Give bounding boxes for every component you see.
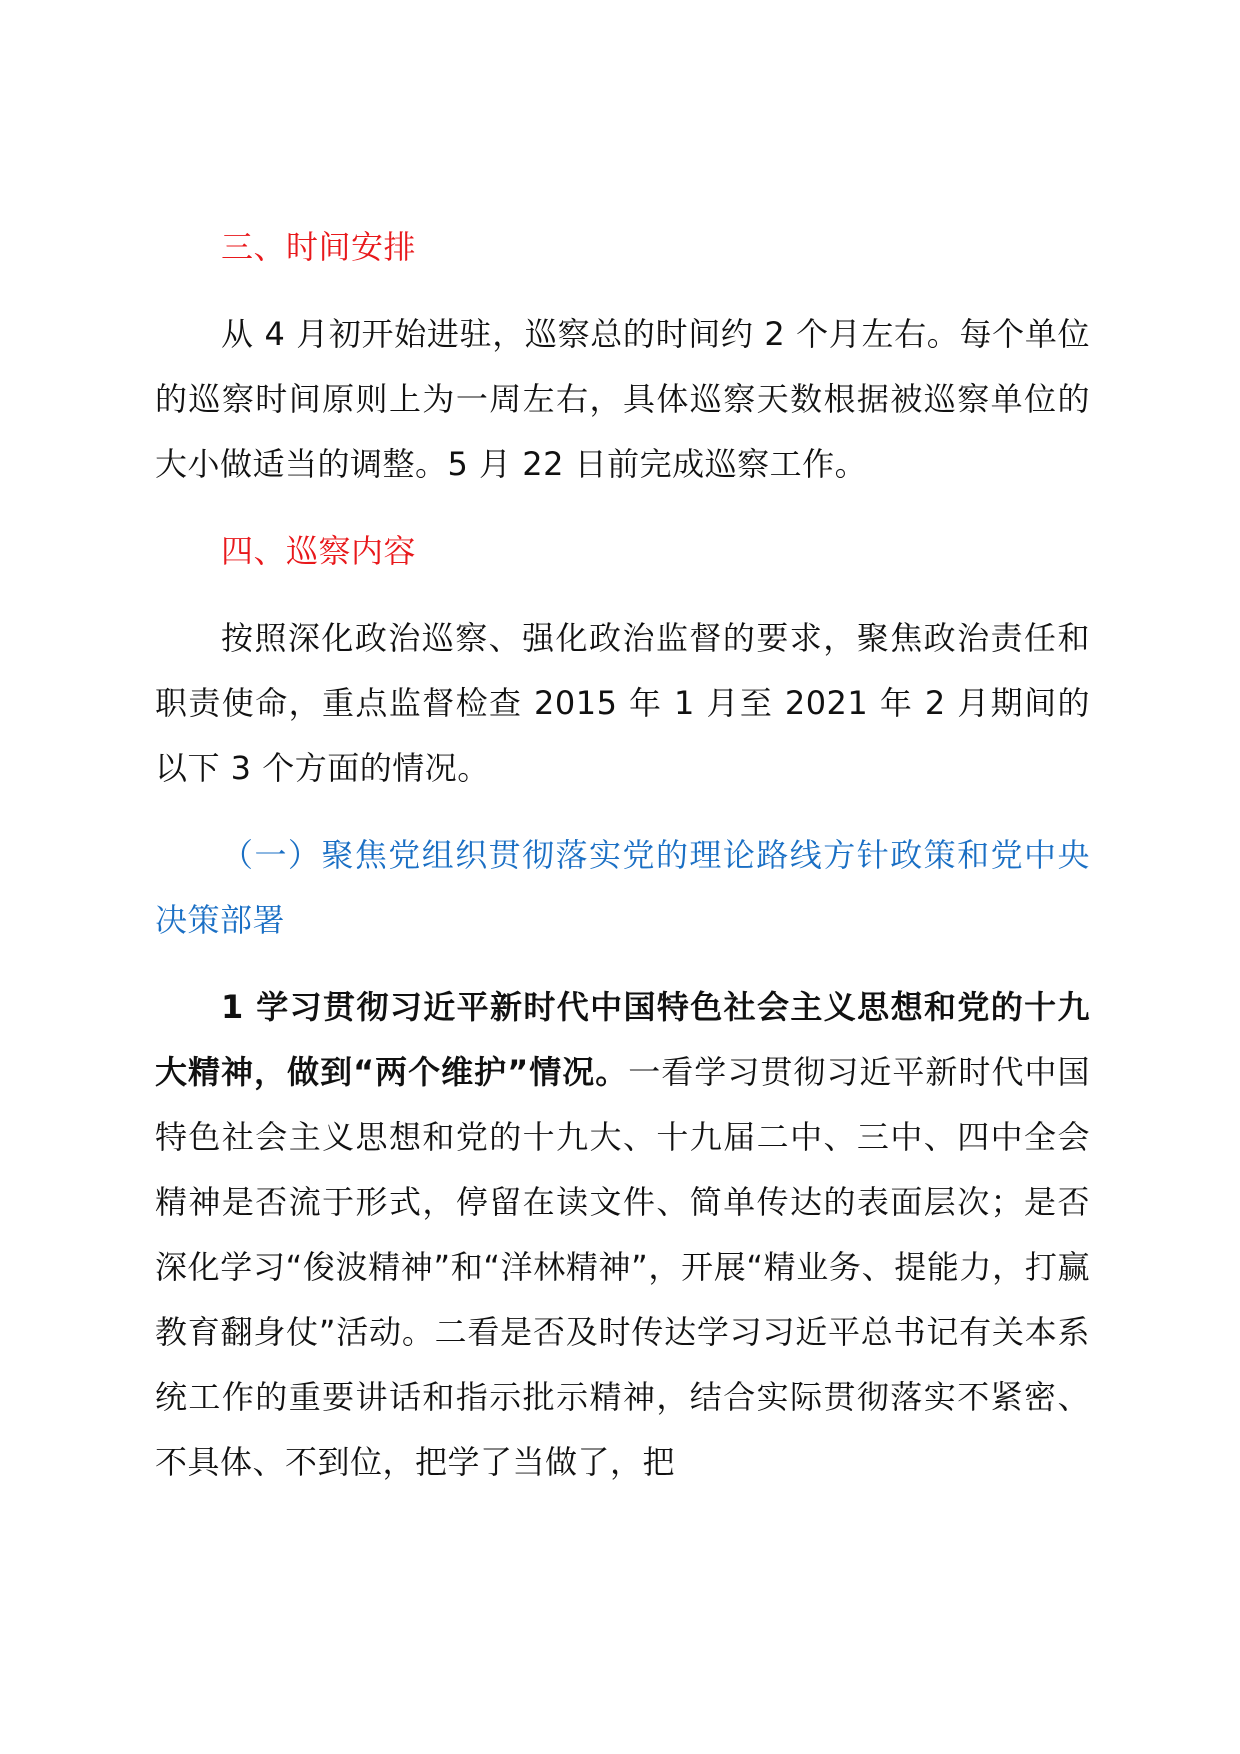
document-body xyxy=(155,215,1090,1517)
item-1-lead: 1 学习贯彻习近平新时代中国特色社会主义思想和党的十九大精神，做到“两个维护”情况。 xyxy=(155,988,1090,1091)
item-1-body: 一看学习贯彻习近平新时代中国特色社会主义思想和党的十九大、十九届二中、三中、四中全会精神是否流于形式，停留在读文件、简单传达的表面层次；是否深化学习“俊波精神”和“洋林精神”，开展“精业务、提能力，打赢教育翻身仗”活动。二看是否及时传达学习习近平总书记有关本系统工作的重要讲话和指示批示精神，结合实际贯彻落实不紧密、不具体、不到位，把学了当做了，把 xyxy=(155,1053,1090,1481)
paragraph-inspection-content: 按照深化政治巡察、强化政治监督的要求，聚焦政治责任和职责使命，重点监督检查 2015 年 1 月至 2021 年 2 月期间的以下 3 个方面的情况。 xyxy=(155,619,1090,787)
paragraph-time-arrangement: 从 4 月初开始进驻，巡察总的时间约 2 个月左右。每个单位的巡察时间原则上为一周左右，具体巡察天数根据被巡察单位的大小做适当的调整。5 月 22 日前完成巡察工作。 xyxy=(155,315,1090,483)
subsection-heading-1: （一）聚焦党组织贯彻落实党的理论路线方针政策和党中央决策部署 xyxy=(155,836,1090,939)
section-heading-inspection-content: 四、巡察内容 xyxy=(221,532,417,570)
section-heading-time-arrangement: 三、时间安排 xyxy=(221,228,417,266)
paragraph-item-1 xyxy=(155,975,1090,1495)
